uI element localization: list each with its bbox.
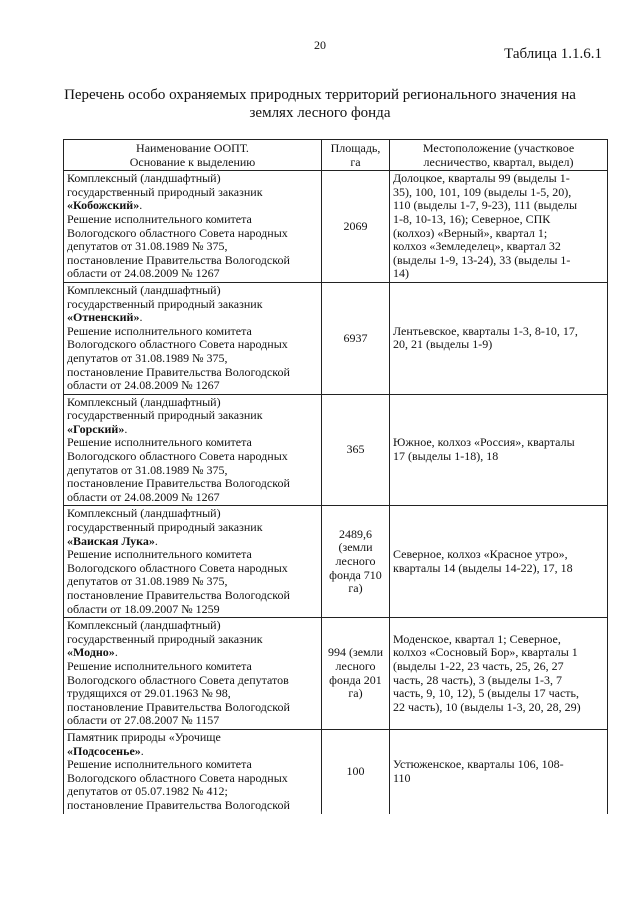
oopt-location-line: 35), 100, 101, 109 (выделы 1-5, 20), xyxy=(393,184,572,199)
oopt-location-line: 20, 21 (выделы 1-9) xyxy=(393,337,493,352)
oopt-basis-line: постановление Правительства Вологодской xyxy=(67,476,290,491)
column-header-area xyxy=(322,140,390,171)
oopt-basis-line: депутатов от 31.08.1989 № 375, xyxy=(67,350,228,365)
oopt-area-line: га) xyxy=(348,686,363,701)
title-line: Перечень особо охраняемых природных территорий регионального значения на xyxy=(64,87,576,103)
oopt-area-line: 2489,6 xyxy=(339,526,372,541)
oopt-area-line: фонда 710 xyxy=(329,567,382,582)
oopt-basis-line: Вологодского областного Совета народных xyxy=(67,449,288,464)
oopt-basis-line: Решение исполнительного комитета xyxy=(67,547,252,562)
oopt-name-line: «Кобожский». xyxy=(67,198,143,213)
oopt-location-line: Долоцкое, кварталы 99 (выделы 1- xyxy=(393,171,570,186)
oopt-name: «Кобожский» xyxy=(67,198,140,213)
header-line: Основание к выделению xyxy=(129,154,256,169)
oopt-name-line: «Горский». xyxy=(67,421,128,436)
oopt-name-cell xyxy=(64,171,322,283)
oopt-basis-line: постановление Правительства Вологодской xyxy=(67,797,290,812)
document-title xyxy=(40,86,600,122)
oopt-basis-line: Решение исполнительного комитета xyxy=(67,323,252,338)
oopt-area-line: (земли xyxy=(338,540,373,555)
oopt-location-line: Лентьевское, кварталы 1-3, 8-10, 17, xyxy=(393,323,578,338)
oopt-location-line: (колхоз) «Верный», квартал 1; xyxy=(393,225,548,240)
oopt-area-cell xyxy=(322,171,390,283)
oopt-location-cell xyxy=(390,618,608,730)
oopt-area-line: 2069 xyxy=(343,218,368,233)
oopt-basis-line: депутатов от 05.07.1982 № 412; xyxy=(67,784,228,799)
oopt-basis-line: трудящихся от 29.01.1963 № 98, xyxy=(67,686,231,701)
oopt-basis-line: постановление Правительства Вологодской xyxy=(67,364,290,379)
oopt-location-line: (выделы 1-22, 23 часть, 25, 26, 27 xyxy=(393,658,564,673)
oopt-area-line: 6937 xyxy=(343,330,368,345)
oopt-basis-line: постановление Правительства Вологодской xyxy=(67,588,290,602)
oopt-location-line: часть, 28 часть), 3 (выделы 1-3, 7 xyxy=(393,672,563,687)
title-line: землях лесного фонда xyxy=(249,105,391,121)
oopt-name-cell xyxy=(64,282,322,394)
oopt-area-line: 100 xyxy=(346,763,365,778)
header-line: га xyxy=(350,154,361,169)
oopt-type-line: Комплексный (ландшафтный) xyxy=(67,171,221,186)
oopt-type-line: Памятник природы «Урочище xyxy=(67,729,221,744)
oopt-basis-line: области от 24.08.2009 № 1267 xyxy=(67,378,220,393)
protected-areas-table xyxy=(63,139,608,814)
oopt-basis-line: постановление Правительства Вологодской xyxy=(67,699,290,714)
oopt-location-line: Северное, колхоз «Красное утро», xyxy=(393,547,568,562)
oopt-location-cell xyxy=(390,506,608,618)
oopt-location-line: колхоз «Сосновый Бор», кварталы 1 xyxy=(393,645,578,660)
oopt-name: «Модно» xyxy=(67,645,115,660)
oopt-name-cell xyxy=(64,729,322,813)
oopt-type-line: Комплексный (ландшафтный) xyxy=(67,506,221,521)
oopt-type-line: государственный природный заказник xyxy=(67,184,263,199)
oopt-type-line: государственный природный заказник xyxy=(67,408,263,423)
oopt-type-line: Комплексный (ландшафтный) xyxy=(67,618,221,633)
oopt-basis-line: области от 24.08.2009 № 1267 xyxy=(67,266,220,281)
oopt-type-line: Комплексный (ландшафтный) xyxy=(67,282,221,297)
oopt-location-line: 17 (выделы 1-18), 18 xyxy=(393,449,499,464)
oopt-area-line: га) xyxy=(348,581,363,596)
oopt-area-cell xyxy=(322,394,390,506)
oopt-name-line: «Ваиская Лука». xyxy=(67,533,158,548)
oopt-basis-line: Вологодского областного Совета народных xyxy=(67,560,288,575)
table-row xyxy=(64,171,608,283)
oopt-name-line: «Отненский». xyxy=(67,310,143,325)
oopt-location-cell xyxy=(390,282,608,394)
oopt-basis-line: Вологодского областного Совета народных xyxy=(67,225,288,240)
oopt-basis-line: депутатов от 31.08.1989 № 375, xyxy=(67,462,228,477)
oopt-basis-line: области от 24.08.2009 № 1267 xyxy=(67,489,220,504)
oopt-location-line: 22 часть), 10 (выделы 1-3, 20, 28, 29) xyxy=(393,699,581,714)
oopt-location-line: (выделы 1-9, 13-24), 33 (выделы 1- xyxy=(393,252,571,267)
oopt-name-cell xyxy=(64,618,322,730)
oopt-location-line: кварталы 14 (выделы 14-22), 17, 18 xyxy=(393,560,573,575)
column-header-name xyxy=(64,140,322,171)
oopt-name: «Отненский» xyxy=(67,310,140,325)
header-line: Наименование ООПТ. xyxy=(136,141,249,155)
table-row xyxy=(64,729,608,813)
oopt-area-cell xyxy=(322,729,390,813)
page-number: 20 xyxy=(314,38,326,52)
oopt-name-line: «Модно». xyxy=(67,645,118,660)
oopt-basis-line: области от 27.08.2007 № 1157 xyxy=(67,713,220,728)
oopt-location-line: Южное, колхоз «Россия», кварталы xyxy=(393,435,575,450)
oopt-basis-line: Решение исполнительного комитета xyxy=(67,757,252,772)
oopt-location-line: Устюженское, кварталы 106, 108- xyxy=(393,757,564,772)
header-line: Площадь, xyxy=(330,141,381,155)
oopt-basis-line: Решение исполнительного комитета xyxy=(67,211,252,226)
oopt-area-line: 994 (земли xyxy=(327,645,384,660)
column-header-location xyxy=(390,140,608,171)
oopt-name: «Ваиская Лука» xyxy=(67,533,155,548)
oopt-location-line: часть, 9, 10, 12), 5 (выделы 17 часть, xyxy=(393,686,580,701)
oopt-name-line: «Подсосенье». xyxy=(67,743,144,758)
oopt-basis-line: Решение исполнительного комитета xyxy=(67,435,252,450)
oopt-area-line: лесного xyxy=(335,554,376,569)
oopt-location-cell xyxy=(390,394,608,506)
oopt-name: «Подсосенье» xyxy=(67,743,141,758)
oopt-basis-line: постановление Правительства Вологодской xyxy=(67,252,290,267)
oopt-basis-line: Вологодского областного Совета народных xyxy=(67,337,288,352)
table-row xyxy=(64,394,608,506)
header-line: лесничество, квартал, выдел) xyxy=(423,154,574,169)
oopt-basis-line: Решение исполнительного комитета xyxy=(67,658,252,673)
oopt-location-line: колхоз «Земледелец», квартал 32 xyxy=(393,239,561,254)
oopt-name-cell xyxy=(64,394,322,506)
table-row xyxy=(64,618,608,730)
oopt-area-cell xyxy=(322,618,390,730)
oopt-name: «Горский» xyxy=(67,421,125,436)
oopt-area-cell xyxy=(322,282,390,394)
oopt-type-line: Комплексный (ландшафтный) xyxy=(67,394,221,409)
oopt-location-line: 1-8, 10-13, 16); Северное, СПК xyxy=(393,211,551,226)
oopt-basis-line: Вологодского областного Совета депутатов xyxy=(67,672,289,687)
table-row xyxy=(64,506,608,618)
oopt-location-cell xyxy=(390,171,608,283)
oopt-area-cell xyxy=(322,506,390,618)
oopt-basis-line: депутатов от 31.08.1989 № 375, xyxy=(67,574,228,589)
oopt-location-line: Моденское, квартал 1; Северное, xyxy=(393,631,561,646)
oopt-location-cell xyxy=(390,729,608,813)
table-row xyxy=(64,282,608,394)
header-line: Местоположение (участковое xyxy=(422,141,575,155)
oopt-name-cell xyxy=(64,506,322,618)
oopt-area-line: фонда 201 xyxy=(329,672,382,687)
oopt-basis-line: Вологодского областного Совета народных xyxy=(67,770,288,785)
oopt-type-line: государственный природный заказник xyxy=(67,296,263,311)
oopt-area-line: 365 xyxy=(346,442,365,457)
oopt-location-line: 14) xyxy=(393,266,409,281)
oopt-location-line: 110 xyxy=(393,770,411,785)
table-header-row xyxy=(64,140,608,171)
oopt-basis-line: депутатов от 31.08.1989 № 375, xyxy=(67,239,228,254)
table-label: Таблица 1.1.6.1 xyxy=(504,46,602,62)
oopt-location-line: 110 (выделы 1-7, 9-23), 111 (выделы xyxy=(393,198,578,213)
oopt-type-line: государственный природный заказник xyxy=(67,520,263,535)
oopt-basis-line: области от 18.09.2007 № 1259 xyxy=(67,601,220,616)
oopt-area-line: лесного xyxy=(335,658,376,673)
oopt-type-line: государственный природный заказник xyxy=(67,631,263,646)
